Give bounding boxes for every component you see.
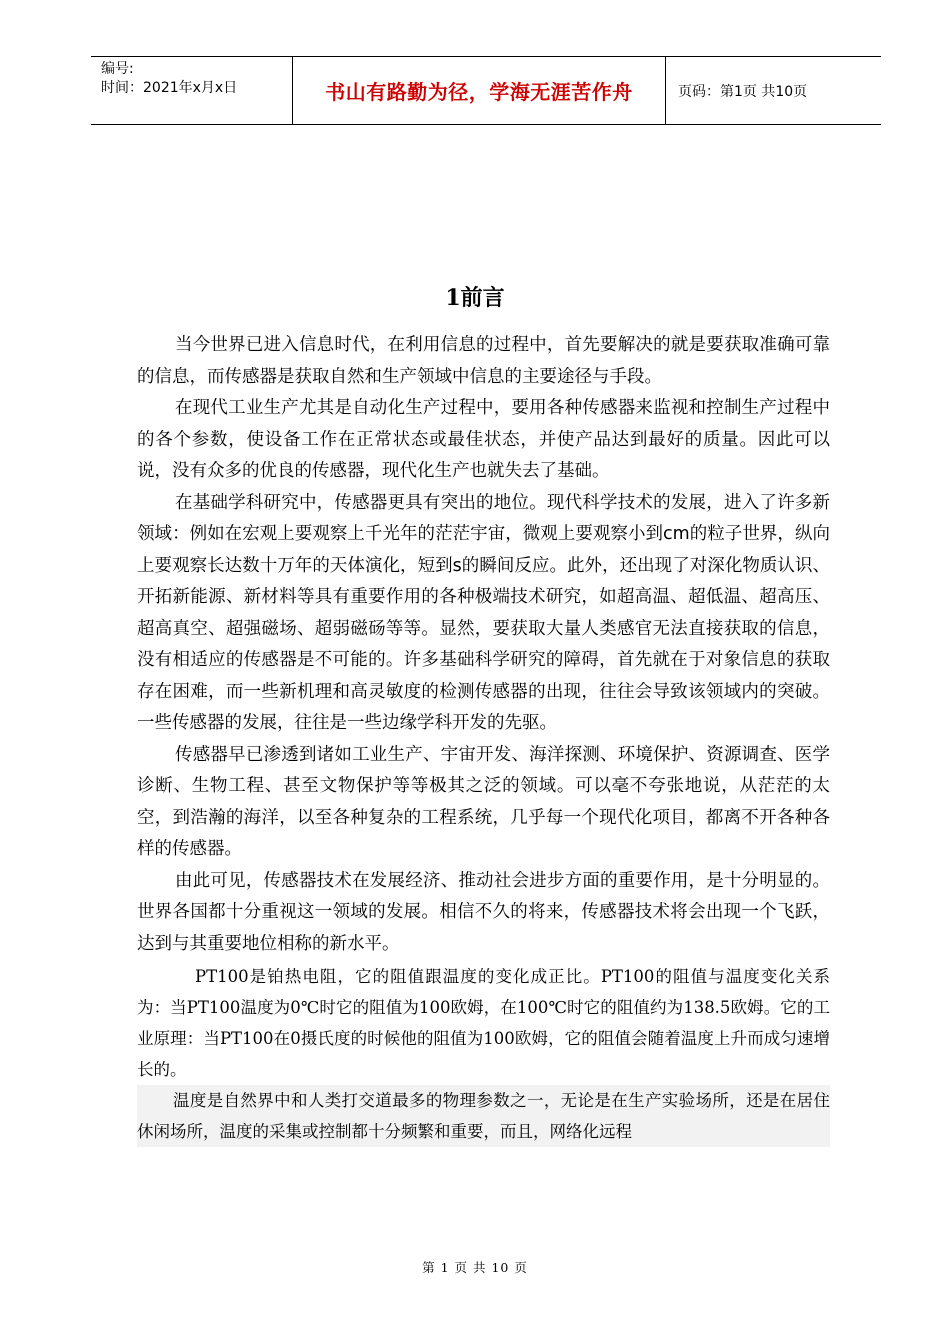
paragraph: 由此可见，传感器技术在发展经济、推动社会进步方面的重要作用，是十分明显的。世界各国都十分重视这一领域的发展。相信不久的将来，传感器技术将会出现一个飞跃，达到与其重要地位相称的新水平。 <box>137 870 830 954</box>
paragraph: 传感器早已渗透到诸如工业生产、宇宙开发、海洋探测、环境保护、资源调查、医学诊断、生物工程、甚至文物保护等等极其之泛的领域。可以毫不夸张地说，从茫茫的太空，到浩瀚的海洋，以至各种复杂的工程系统，几乎每一个现代化项目，都离不开各种各样的传感器。 <box>137 744 830 859</box>
paragraph: 在基础学科研究中，传感器更具有突出的地位。现代科学技术的发展，进入了许多新领域：例如在宏观上要观察上千光年的茫茫宇宙，微观上要观察小到cm的粒子世界，纵向上要观察长达数十万年的天体演化，短到s的瞬间反应。此外，还出现了对深化物质认识、开拓新能源、新材料等具有重要作用的各种极端技术研究，如超高温、超低温、超高压、超高真空、超强磁场、超弱磁砀等等。显然，要获取大量人类感官无法直接获取的信息，没有相适应的传感器是不可能的。许多基础科学研究的障碍，首先就在于对象信息的获取存在困难，而一些新机理和高灵敏度的检测传感器的出现，往往会导致该领域内的突破。一些传感器的发展，往往是一些边缘学科开发的先驱。 <box>137 492 830 733</box>
page-header <box>91 56 881 125</box>
document-time: 时间：2021年x月x日 <box>101 80 238 96</box>
header-page-info: 页码：第1页 共10页 <box>678 83 808 100</box>
page-footer: 第 1 页 共 10 页 <box>422 1260 528 1275</box>
document-body <box>137 330 830 1147</box>
paragraph: 在现代工业生产尤其是自动化生产过程中，要用各种传感器来监视和控制生产过程中的各个参数，使设备工作在正常状态或最佳状态，并使产品达到最好的质量。因此可以说，没有众多的优良的传感器，现代化生产也就失去了基础。 <box>137 398 830 481</box>
header-motto: 书山有路勤为径，学海无涯苦作舟 <box>293 57 666 124</box>
paragraph-pt100: PT100是铂热电阻，它的阻值跟温度的变化成正比。PT100的阻值与温度变化关系为：当PT100温度为0℃时它的阻值为100欧姆，在100℃时它的阻值约为138.5欧姆。它的工业原理：当PT100在0摄氏度的时候他的阻值为100欧姆，它的阻值会随着温度上升而成匀速增长的。 <box>137 967 830 1079</box>
paragraph-temperature: 温度是自然界中和人类打交道最多的物理参数之一，无论是在生产实验场所，还是在居住休闲场所，温度的采集或控制都十分频繁和重要，而且，网络化远程 <box>137 1085 830 1147</box>
document-number-label: 编号: <box>101 61 134 77</box>
section-title: 1前言 <box>445 285 505 311</box>
header-meta <box>91 57 293 124</box>
paragraph: 当今世界已进入信息时代，在利用信息的过程中，首先要解决的就是要获取准确可靠的信息，而传感器是获取自然和生产领域中信息的主要途径与手段。 <box>137 335 830 387</box>
